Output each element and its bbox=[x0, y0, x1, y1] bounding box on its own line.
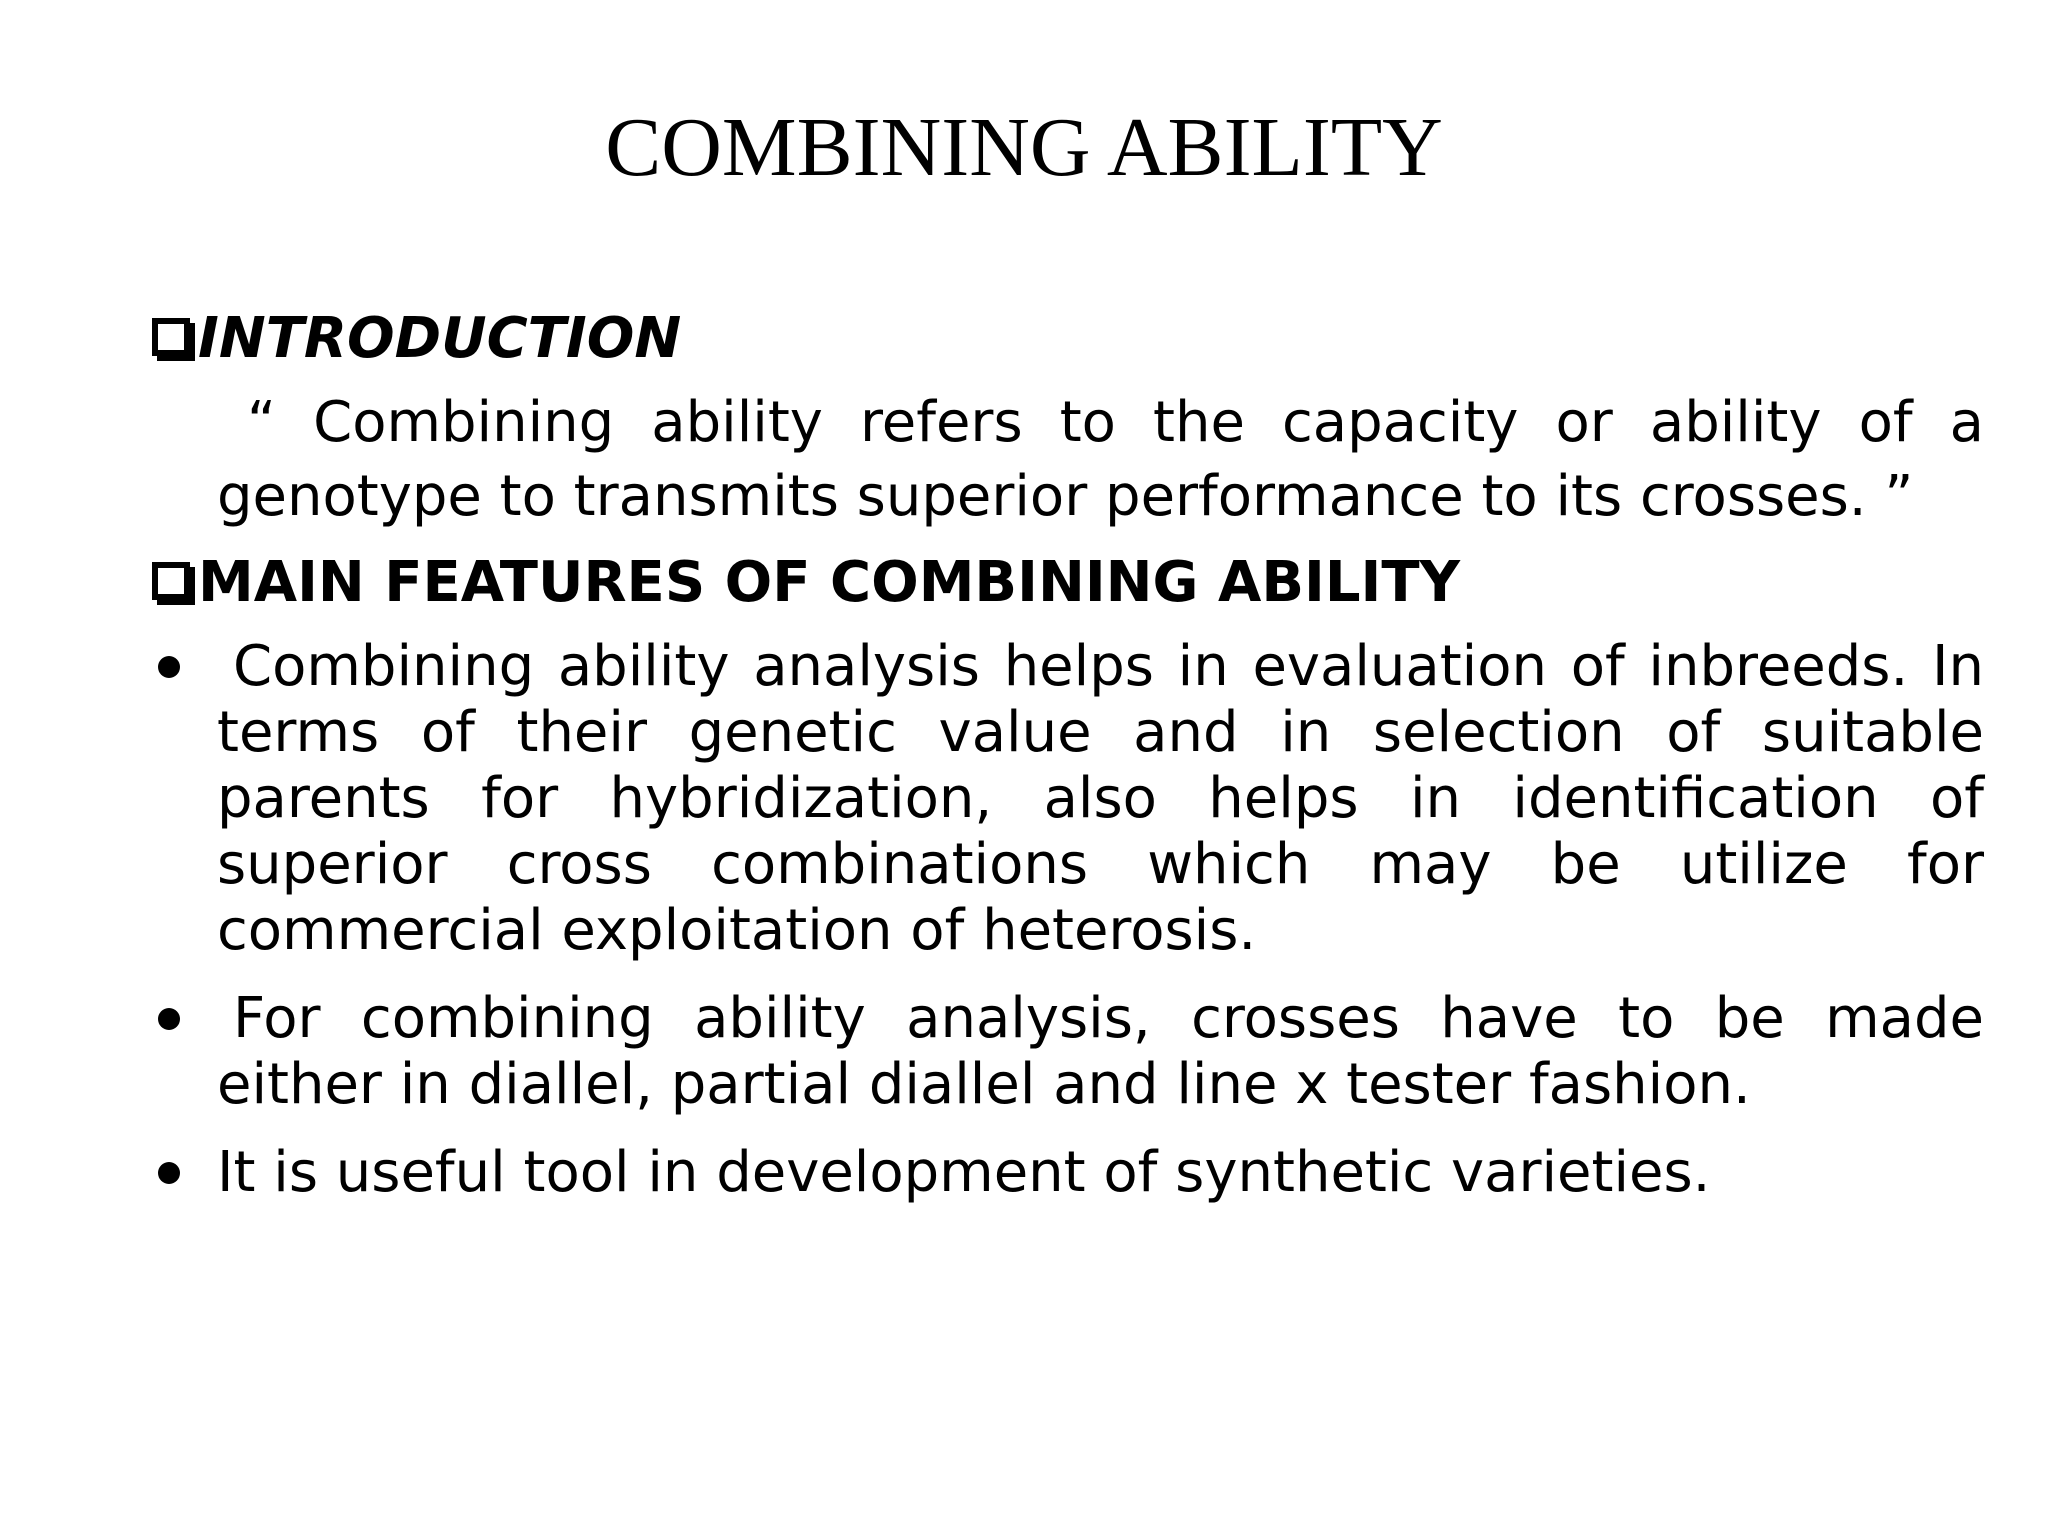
introduction-text: “ Combining ability refers to the capacity or ability of a genotype to transmits superior performance to its crosses. ” bbox=[217, 390, 1984, 529]
checkbox-bullet-icon bbox=[152, 562, 190, 600]
introduction-heading bbox=[152, 300, 1984, 378]
checkbox-bullet-icon bbox=[152, 318, 190, 356]
introduction-paragraph bbox=[217, 386, 1984, 534]
features-heading bbox=[152, 544, 1984, 622]
bullet-text: It is useful tool in development of synthetic varieties. bbox=[217, 1140, 1711, 1205]
bullet-text: For combining ability analysis, crosses have to be made either in diallel, partial diallel and line x tester fashion. bbox=[217, 986, 1984, 1117]
list-item bbox=[152, 634, 1984, 964]
features-heading-text: MAIN FEATURES OF COMBINING ABILITY bbox=[198, 550, 1461, 615]
slide-content bbox=[152, 300, 1984, 1228]
bullet-dot-icon bbox=[158, 656, 180, 678]
features-list bbox=[152, 634, 1984, 1206]
slide-title: COMBINING ABILITY bbox=[605, 101, 1443, 194]
bullet-text: Combining ability analysis helps in evaluation of inbreeds. In terms of their genetic value and in selection of suitable parents for hybridization, also helps in identification of superior cross combinations which may be utilize for commercial exploitation of heterosis. bbox=[217, 634, 1984, 963]
list-item bbox=[152, 986, 1984, 1118]
bullet-dot-icon bbox=[158, 1008, 180, 1030]
bullet-dot-icon bbox=[158, 1162, 180, 1184]
list-item bbox=[152, 1140, 1984, 1206]
introduction-heading-text: INTRODUCTION bbox=[198, 306, 682, 371]
